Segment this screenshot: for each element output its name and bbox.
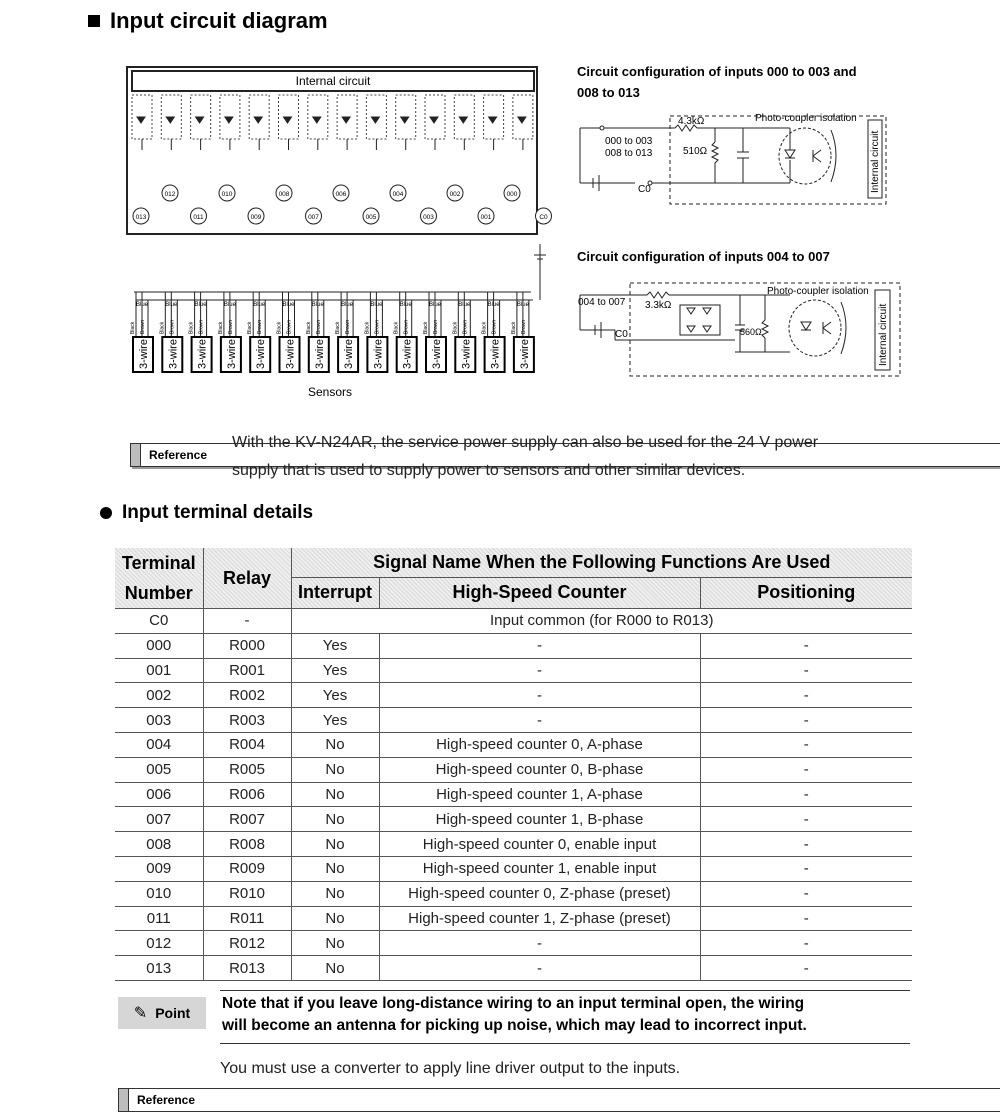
col-signal-name: Signal Name When the Following Functions Are Used	[291, 548, 912, 577]
table-row	[115, 732, 912, 757]
config1-resistor1: 4.3kΩ	[678, 116, 705, 127]
wire-label-blue: Blue	[311, 302, 324, 308]
cell-terminal: 000	[115, 633, 203, 658]
cell-positioning: -	[700, 782, 912, 807]
cell-interrupt: No	[291, 732, 379, 757]
diode-icon	[430, 117, 438, 123]
cell-terminal: 007	[115, 807, 203, 832]
cell-counter: -	[379, 658, 700, 683]
wire-label-brown: Brown	[520, 319, 527, 334]
cell-relay: R003	[203, 708, 291, 733]
table-row	[115, 931, 912, 956]
wire-label-black: Black	[159, 321, 166, 334]
cell-terminal: 004	[115, 732, 203, 757]
cell-interrupt: No	[291, 931, 379, 956]
cell-counter: High-speed counter 0, A-phase	[379, 732, 700, 757]
wire-label-brown: Brown	[433, 319, 439, 334]
diode-icon	[137, 117, 145, 123]
wire-label-blue: Blue	[370, 302, 383, 308]
subsection-heading	[100, 502, 313, 524]
wire-label-brown: Brown	[374, 319, 381, 334]
wire-label-brown: Brown	[227, 319, 234, 334]
sensor-type-label: 3-wire	[372, 339, 385, 369]
table-row	[115, 708, 912, 733]
cell-terminal: 013	[115, 956, 203, 981]
table-row	[115, 832, 912, 857]
cell-interrupt: No	[291, 956, 379, 981]
sensor-type-label: 3-wire	[401, 339, 414, 369]
wire-label-brown: Brown	[169, 319, 176, 334]
cell-interrupt: Yes	[291, 633, 379, 658]
wire-label-black: Black	[423, 321, 429, 334]
cell-counter: -	[379, 956, 700, 981]
reference-badge: Reference	[130, 443, 1000, 467]
sensors-label: Sensors	[307, 385, 353, 399]
config1-title-line1: Circuit configuration of inputs 000 to 003 and	[577, 64, 857, 79]
col-positioning: Positioning	[700, 577, 912, 608]
cell-positioning: -	[700, 832, 912, 857]
table-row	[115, 906, 912, 931]
cell-counter: High-speed counter 1, A-phase	[379, 782, 700, 807]
terminal-label: 011	[193, 214, 204, 221]
wire-label-brown: Brown	[345, 319, 352, 334]
input-terminal-table	[115, 548, 912, 981]
cell-counter: High-speed counter 1, enable input	[379, 856, 700, 881]
terminal-label: 002	[449, 191, 461, 198]
reference-badge-2: Reference	[118, 1088, 1000, 1112]
table-row	[115, 683, 912, 708]
reference-note-line2: supply that is used to supply power to sensors and other similar devices.	[232, 462, 746, 479]
col-high-speed-counter: High-Speed Counter	[379, 577, 700, 608]
sensor-type-label: 3-wire	[255, 339, 268, 369]
table-row-common	[115, 609, 912, 634]
diode-icon	[342, 117, 350, 123]
cell-positioning: -	[700, 906, 912, 931]
cell-relay: R007	[203, 807, 291, 832]
config1-resistor2: 510Ω	[683, 146, 708, 157]
terminal-label: C0	[539, 214, 548, 221]
cell-relay: R012	[203, 931, 291, 956]
wire-label-brown: Brown	[462, 319, 469, 334]
wire-label-black: Black	[276, 321, 283, 334]
sensor-type-label: 3-wire	[167, 339, 180, 369]
wire-label-black: Black	[393, 321, 400, 334]
cell-relay: R011	[203, 906, 291, 931]
terminal-label: 000	[506, 191, 518, 198]
cell-counter: High-speed counter 1, Z-phase (preset)	[379, 906, 700, 931]
sensor-type-label: 3-wire	[460, 339, 473, 369]
config1-common: C0	[638, 184, 651, 195]
cell-positioning: -	[700, 856, 912, 881]
cell-terminal: 009	[115, 856, 203, 881]
config2-input-label: 004 to 007	[578, 297, 626, 308]
cell-interrupt: Yes	[291, 708, 379, 733]
diode-icon	[284, 117, 292, 123]
diode-icon	[518, 117, 526, 123]
reference-note-line1: With the KV-N24AR, the service power supply can also be used for the 24 V power	[232, 434, 819, 451]
terminal-label: 009	[250, 214, 262, 221]
point-note-line2: will become an antenna for picking up noise, which may lead to incorrect input.	[222, 1017, 807, 1034]
cell-relay: R009	[203, 856, 291, 881]
wire-label-blue: Blue	[341, 302, 354, 308]
cell-positioning: -	[700, 956, 912, 981]
diode-icon	[166, 117, 174, 123]
wire-label-brown: Brown	[286, 319, 293, 334]
cell-relay: R000	[203, 633, 291, 658]
cell-positioning: -	[700, 732, 912, 757]
terminal-label: 005	[365, 214, 377, 221]
wire-label-blue: Blue	[458, 302, 471, 308]
cell-terminal: 006	[115, 782, 203, 807]
diode-icon	[254, 117, 262, 123]
cell-relay: R006	[203, 782, 291, 807]
wire-label-blue: Blue	[399, 302, 412, 308]
diode-icon	[196, 117, 204, 123]
table-row	[115, 856, 912, 881]
cell-positioning: -	[700, 708, 912, 733]
terminal-label: 010	[221, 191, 233, 198]
col-terminal-line2: Number	[124, 583, 193, 603]
config1-internal: Internal circuit	[870, 130, 881, 193]
cell-positioning: -	[700, 931, 912, 956]
section-heading	[88, 8, 328, 34]
diode-icon	[489, 117, 497, 123]
square-bullet-icon	[88, 15, 100, 27]
table-row	[115, 881, 912, 906]
wire-label-blue: Blue	[516, 302, 529, 308]
input-wiring-diagram	[120, 62, 560, 407]
wire-label-blue: Blue	[194, 302, 207, 308]
cell-terminal: C0	[115, 609, 203, 634]
config2-resistor2: 560Ω	[740, 327, 762, 337]
wire-label-black: Black	[217, 321, 224, 334]
table-row	[115, 956, 912, 981]
terminal-label: 001	[480, 214, 492, 221]
terminal-label: 007	[308, 214, 319, 221]
table-row	[115, 782, 912, 807]
wire-label-blue: Blue	[282, 302, 295, 308]
cell-counter: -	[379, 633, 700, 658]
wire-label-black: Black	[510, 321, 517, 334]
point-badge	[118, 997, 206, 1029]
wire-label-blue: Blue	[253, 302, 266, 308]
cell-relay: R013	[203, 956, 291, 981]
cell-relay: R008	[203, 832, 291, 857]
cell-relay: R005	[203, 757, 291, 782]
config1-circuit	[575, 108, 895, 208]
cell-counter: High-speed counter 1, B-phase	[379, 807, 700, 832]
sensor-type-label: 3-wire	[489, 339, 502, 369]
config2-title: Circuit configuration of inputs 004 to 007	[577, 249, 830, 264]
cell-counter: High-speed counter 0, B-phase	[379, 757, 700, 782]
sensor-type-label: 3-wire	[284, 339, 297, 369]
col-relay: Relay	[203, 548, 291, 609]
cell-relay: R010	[203, 881, 291, 906]
cell-interrupt: No	[291, 807, 379, 832]
wire-label-blue: Blue	[429, 302, 442, 308]
cell-counter: High-speed counter 0, enable input	[379, 832, 700, 857]
table-row	[115, 658, 912, 683]
cell-interrupt: Yes	[291, 683, 379, 708]
cell-interrupt: No	[291, 832, 379, 857]
bullet-icon	[100, 507, 112, 519]
wire-label-blue: Blue	[487, 302, 500, 308]
config2-circuit	[575, 280, 905, 380]
point-note	[220, 990, 910, 1044]
cell-relay: R004	[203, 732, 291, 757]
table-row	[115, 757, 912, 782]
cell-terminal: 003	[115, 708, 203, 733]
col-terminal-number	[115, 548, 203, 609]
wire-label-black: Black	[188, 321, 195, 334]
sensor-type-label: 3-wire	[431, 339, 443, 369]
wire-label-black: Black	[364, 321, 371, 334]
cell-counter: -	[379, 708, 700, 733]
config1-isolation: Photo-coupler isolation	[755, 113, 857, 124]
table-row	[115, 633, 912, 658]
config2-isolation: Photo-coupler isolation	[767, 286, 869, 297]
diode-icon	[313, 117, 321, 123]
heading-text: Input circuit diagram	[110, 8, 328, 33]
terminal-label: 003	[423, 214, 434, 221]
sensor-type-label: 3-wire	[196, 339, 209, 369]
cell-positioning: -	[700, 807, 912, 832]
table-row	[115, 807, 912, 832]
terminal-label: 008	[278, 191, 290, 198]
terminal-label: 006	[335, 191, 347, 198]
cell-positioning: -	[700, 633, 912, 658]
sensor-type-label: 3-wire	[313, 339, 326, 369]
sensor-type-label: 3-wire	[138, 339, 150, 369]
cell-relay: -	[203, 609, 291, 634]
config1-input-label-b: 008 to 013	[605, 148, 653, 159]
wire-label-black: Black	[247, 321, 254, 334]
wire-label-blue: Blue	[136, 302, 149, 308]
cell-interrupt: No	[291, 757, 379, 782]
config2-resistor1: 3.3kΩ	[645, 300, 672, 311]
cell-positioning: -	[700, 757, 912, 782]
terminal-label: 013	[135, 214, 147, 221]
wire-label-brown: Brown	[403, 319, 410, 334]
cell-terminal: 010	[115, 881, 203, 906]
reference-note-2: You must use a converter to apply line driver output to the inputs.	[220, 1060, 681, 1077]
pencil-icon: ✎	[133, 1005, 148, 1022]
wire-label-black: Black	[335, 321, 342, 334]
diode-icon	[401, 117, 409, 123]
wire-label-black: Black	[130, 321, 136, 334]
col-interrupt: Interrupt	[291, 577, 379, 608]
config1-title	[577, 61, 857, 103]
cell-terminal: 005	[115, 757, 203, 782]
cell-counter: High-speed counter 0, Z-phase (preset)	[379, 881, 700, 906]
cell-relay: R002	[203, 683, 291, 708]
point-note-line1: Note that if you leave long-distance wiring to an input terminal open, the wiring	[222, 995, 805, 1012]
config2-internal: Internal circuit	[878, 303, 889, 366]
cell-interrupt: No	[291, 881, 379, 906]
config1-input-label-a: 000 to 003	[605, 136, 653, 147]
cell-interrupt: No	[291, 782, 379, 807]
terminal-label: 004	[392, 191, 404, 198]
cell-counter: -	[379, 931, 700, 956]
col-terminal-line1: Terminal	[121, 553, 196, 573]
wire-label-brown: Brown	[315, 319, 322, 334]
internal-circuit-label: Internal circuit	[295, 74, 371, 88]
subheading-text: Input terminal details	[122, 502, 314, 523]
wire-label-blue: Blue	[165, 302, 178, 308]
wire-label-blue: Blue	[223, 302, 236, 308]
wire-label-brown: Brown	[140, 319, 146, 334]
cell-counter: -	[379, 683, 700, 708]
sensor-type-label: 3-wire	[343, 339, 356, 369]
wire-label-black: Black	[452, 321, 459, 334]
config1-title-line2: 008 to 013	[577, 85, 640, 100]
diode-icon	[459, 117, 467, 123]
wire-label-brown: Brown	[198, 319, 205, 334]
cell-interrupt: Yes	[291, 658, 379, 683]
cell-positioning: -	[700, 683, 912, 708]
cell-relay: R001	[203, 658, 291, 683]
point-badge-label: Point	[155, 1005, 191, 1021]
cell-interrupt: No	[291, 856, 379, 881]
wire-label-brown: Brown	[257, 319, 264, 334]
config2-common: C0	[615, 329, 628, 340]
sensor-type-label: 3-wire	[518, 339, 531, 369]
terminal-label: 012	[164, 191, 176, 198]
cell-common-signal: Input common (for R000 to R013)	[291, 609, 912, 634]
wire-label-brown: Brown	[491, 319, 498, 334]
cell-interrupt: No	[291, 906, 379, 931]
cell-positioning: -	[700, 881, 912, 906]
diode-icon	[371, 117, 379, 123]
sensor-type-label: 3-wire	[225, 339, 238, 369]
cell-terminal: 008	[115, 832, 203, 857]
cell-terminal: 011	[115, 906, 203, 931]
cell-positioning: -	[700, 658, 912, 683]
wire-label-black: Black	[481, 321, 488, 334]
reference-note	[232, 429, 818, 485]
cell-terminal: 001	[115, 658, 203, 683]
cell-terminal: 012	[115, 931, 203, 956]
wire-label-black: Black	[305, 321, 312, 334]
cell-terminal: 002	[115, 683, 203, 708]
diode-icon	[225, 117, 233, 123]
